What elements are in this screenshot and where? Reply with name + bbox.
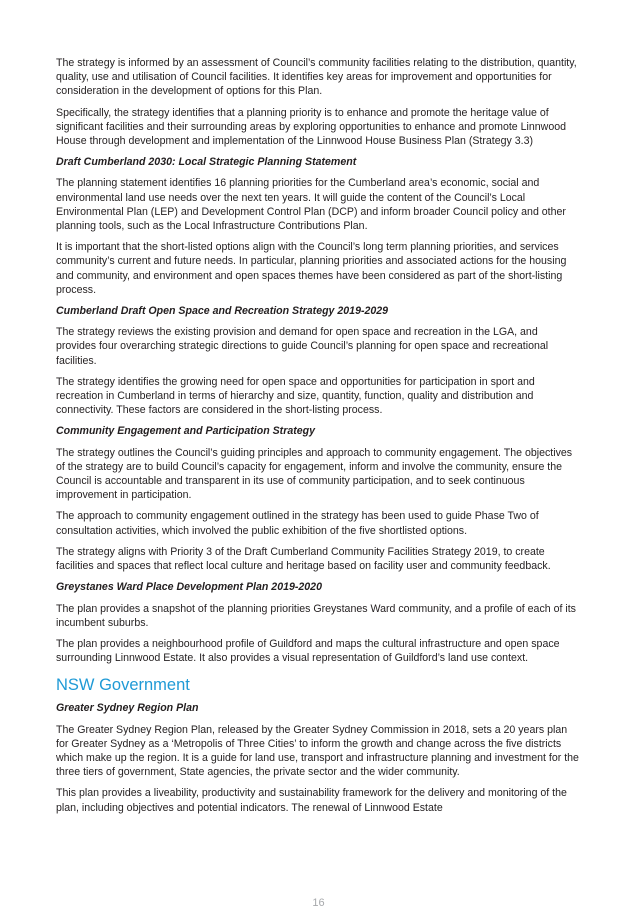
paragraph: The strategy aligns with Priority 3 of the Draft Cumberland Community Facilities Strategy 2019, to create facilities and spaces that reflect local culture and heritage based on facility user and community feedback. <box>56 545 551 573</box>
paragraph: The strategy reviews the existing provision and demand for open space and recreation in the LGA, and provides four overarching strategic directions to guide Council’s planning for open space and recreational facilities. <box>56 326 549 367</box>
paragraph: The strategy outlines the Council’s guiding principles and approach to community engagement. The objectives of the strategy are to build Council’s capacity for engagement, inform and involve the community, ensure the Council is accountable and transparent in its use of community participation, and to seek continuous improvement in participation. <box>56 446 573 502</box>
paragraph: The planning statement identifies 16 planning priorities for the Cumberland area’s economic, social and environmental land use needs over the next ten years. It will guide the content of the Council’s Local Environmental Plan (LEP) and Development Control Plan (DCP) and inform broader Council policy and other planning tools, such as the Local Infrastructure Contributions Plan. <box>56 177 566 233</box>
section-heading: Community Engagement and Participation Strategy <box>56 425 315 438</box>
paragraph: The strategy identifies the growing need for open space and opportunities for participation in sport and recreation in Cumberland in terms of hierarchy and size, quantity, function, quality and distribution and connectivity. These factors are considered in the short-listing process. <box>56 375 535 417</box>
document-body <box>56 56 579 822</box>
paragraph: It is important that the short-listed options align with the Council’s long term planning priorities, and services community’s current and future needs. In particular, planning priorities and associated actions for the housing and community, and environment and open spaces themes have been considered as part of the short-listing process. <box>56 241 567 296</box>
chapter-heading: NSW Government <box>56 676 190 695</box>
paragraph: The approach to community engagement outlined in the strategy has been used to guide Phase Two of consultation activities, which involved the public exhibition of the five shortlisted options. <box>56 510 539 537</box>
paragraph: The plan provides a snapshot of the planning priorities Greystanes Ward community, and a profile of each of its incumbent suburbs. <box>56 602 576 629</box>
section-heading: Greater Sydney Region Plan <box>56 702 199 715</box>
paragraph: Specifically, the strategy identifies that a planning priority is to enhance and promote the heritage value of significant facilities and their surrounding areas by exploring opportunities to enhance and promote Linnwood House through development and implementation of the Linnwood House Business Plan (Strategy 3.3) <box>56 106 566 148</box>
section-heading: Cumberland Draft Open Space and Recreation Strategy 2019-2029 <box>56 305 389 318</box>
page-number: 16 <box>312 897 325 909</box>
paragraph: This plan provides a liveability, productivity and sustainability framework for the delivery and monitoring of the plan, including objectives and potential indicators. The renewal of Linnwood Estate <box>56 787 567 814</box>
paragraph: The Greater Sydney Region Plan, released by the Greater Sydney Commission in 2018, sets a 20 years plan for Greater Sydney as a ‘Metropolis of Three Cities’ to inform the growth and change across the five districts which make up the region. It is a guide for land use, transport and infrastructure planning and investment for the three tiers of government, State agencies, the private sector and the wider community. <box>56 723 579 779</box>
paragraph: The plan provides a neighbourhood profile of Guildford and maps the cultural infrastructure and open space surrounding Linnwood Estate. It also provides a visual representation of Guildford’s land use context. <box>56 637 560 665</box>
paragraph: The strategy is informed by an assessment of Council’s community facilities relating to the distribution, quantity, quality, use and utilisation of Council facilities. It identifies key areas for improvement and opportunities for consideration in the development of options for this Plan. <box>56 57 577 98</box>
section-heading: Greystanes Ward Place Development Plan 2019-2020 <box>56 581 322 594</box>
section-heading: Draft Cumberland 2030: Local Strategic Planning Statement <box>56 156 357 169</box>
